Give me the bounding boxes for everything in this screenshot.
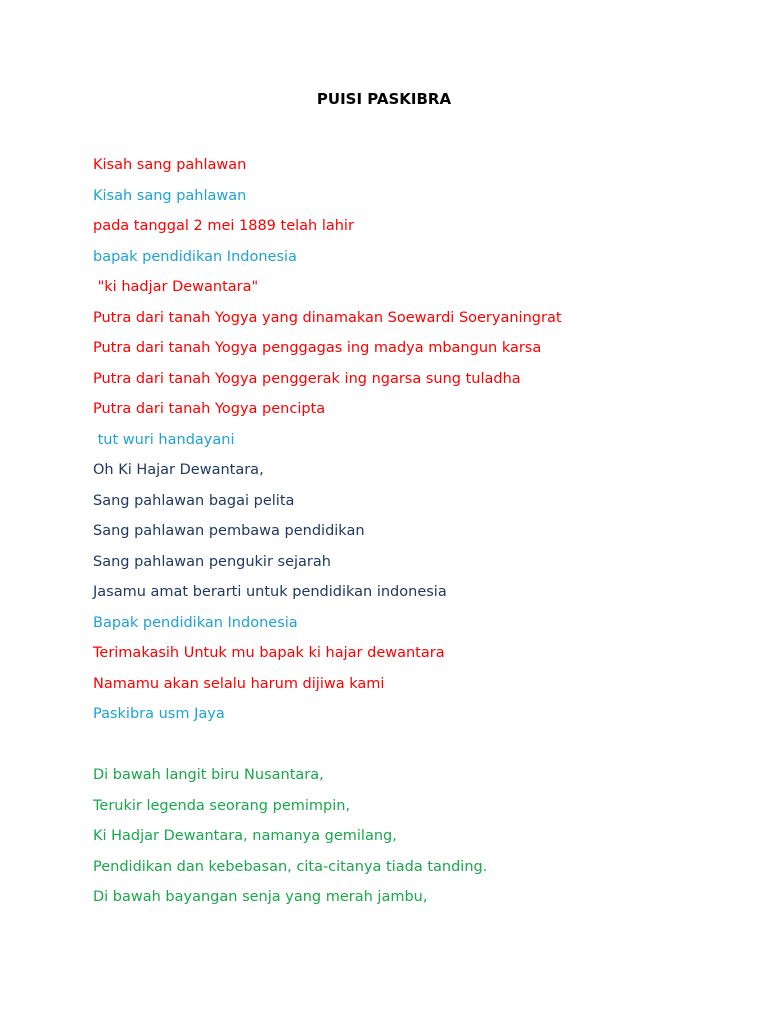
- poem-line: Di bawah bayangan senja yang merah jambu,: [93, 889, 428, 905]
- poem-line: Di bawah langit biru Nusantara,: [93, 767, 324, 783]
- poem-line: Putra dari tanah Yogya penggagas ing madya mbangun karsa: [93, 340, 542, 356]
- poem-line: Kisah sang pahlawan: [93, 187, 247, 204]
- poem-line: Sang pahlawan pembawa pendidikan: [93, 523, 365, 539]
- poem-line: Jasamu amat berarti untuk pendidikan indonesia: [93, 584, 447, 600]
- poem-line: Sang pahlawan pengukir sejarah: [93, 553, 331, 570]
- poem-line: Sang pahlawan bagai pelita: [93, 492, 295, 509]
- poem-line: Ki Hadjar Dewantara, namanya gemilang,: [93, 828, 397, 844]
- poem-line: Terimakasih Untuk mu bapak ki hajar dewantara: [93, 645, 445, 661]
- poem-line: Putra dari tanah Yogya yang dinamakan Soewardi Soeryaningrat: [93, 309, 562, 326]
- poem-line: Pendidikan dan kebebasan, cita-citanya tiada tanding.: [93, 858, 488, 875]
- poem-line: Namamu akan selalu harum dijiwa kami: [93, 675, 385, 692]
- poem-line: Oh Ki Hajar Dewantara,: [93, 462, 264, 478]
- poem-line: Putra dari tanah Yogya penggerak ing ngarsa sung tuladha: [93, 370, 521, 387]
- poem-line: Terukir legenda seorang pemimpin,: [93, 797, 351, 814]
- poem-line: "ki hadjar Dewantara": [93, 279, 259, 295]
- poem-line: pada tanggal 2 mei 1889 telah lahir: [93, 218, 354, 234]
- poem-line: Bapak pendidikan Indonesia: [93, 614, 298, 631]
- poem-line: Paskibra usm Jaya: [93, 706, 225, 722]
- poem-line: Kisah sang pahlawan: [93, 157, 247, 173]
- poem-body: [93, 154, 728, 917]
- page-title: PUISI PASKIBRA: [316, 90, 452, 108]
- poem-line: tut wuri handayani: [93, 431, 235, 448]
- poem-line: Putra dari tanah Yogya pencipta: [93, 401, 326, 417]
- poem-line: bapak pendidikan Indonesia: [93, 248, 297, 265]
